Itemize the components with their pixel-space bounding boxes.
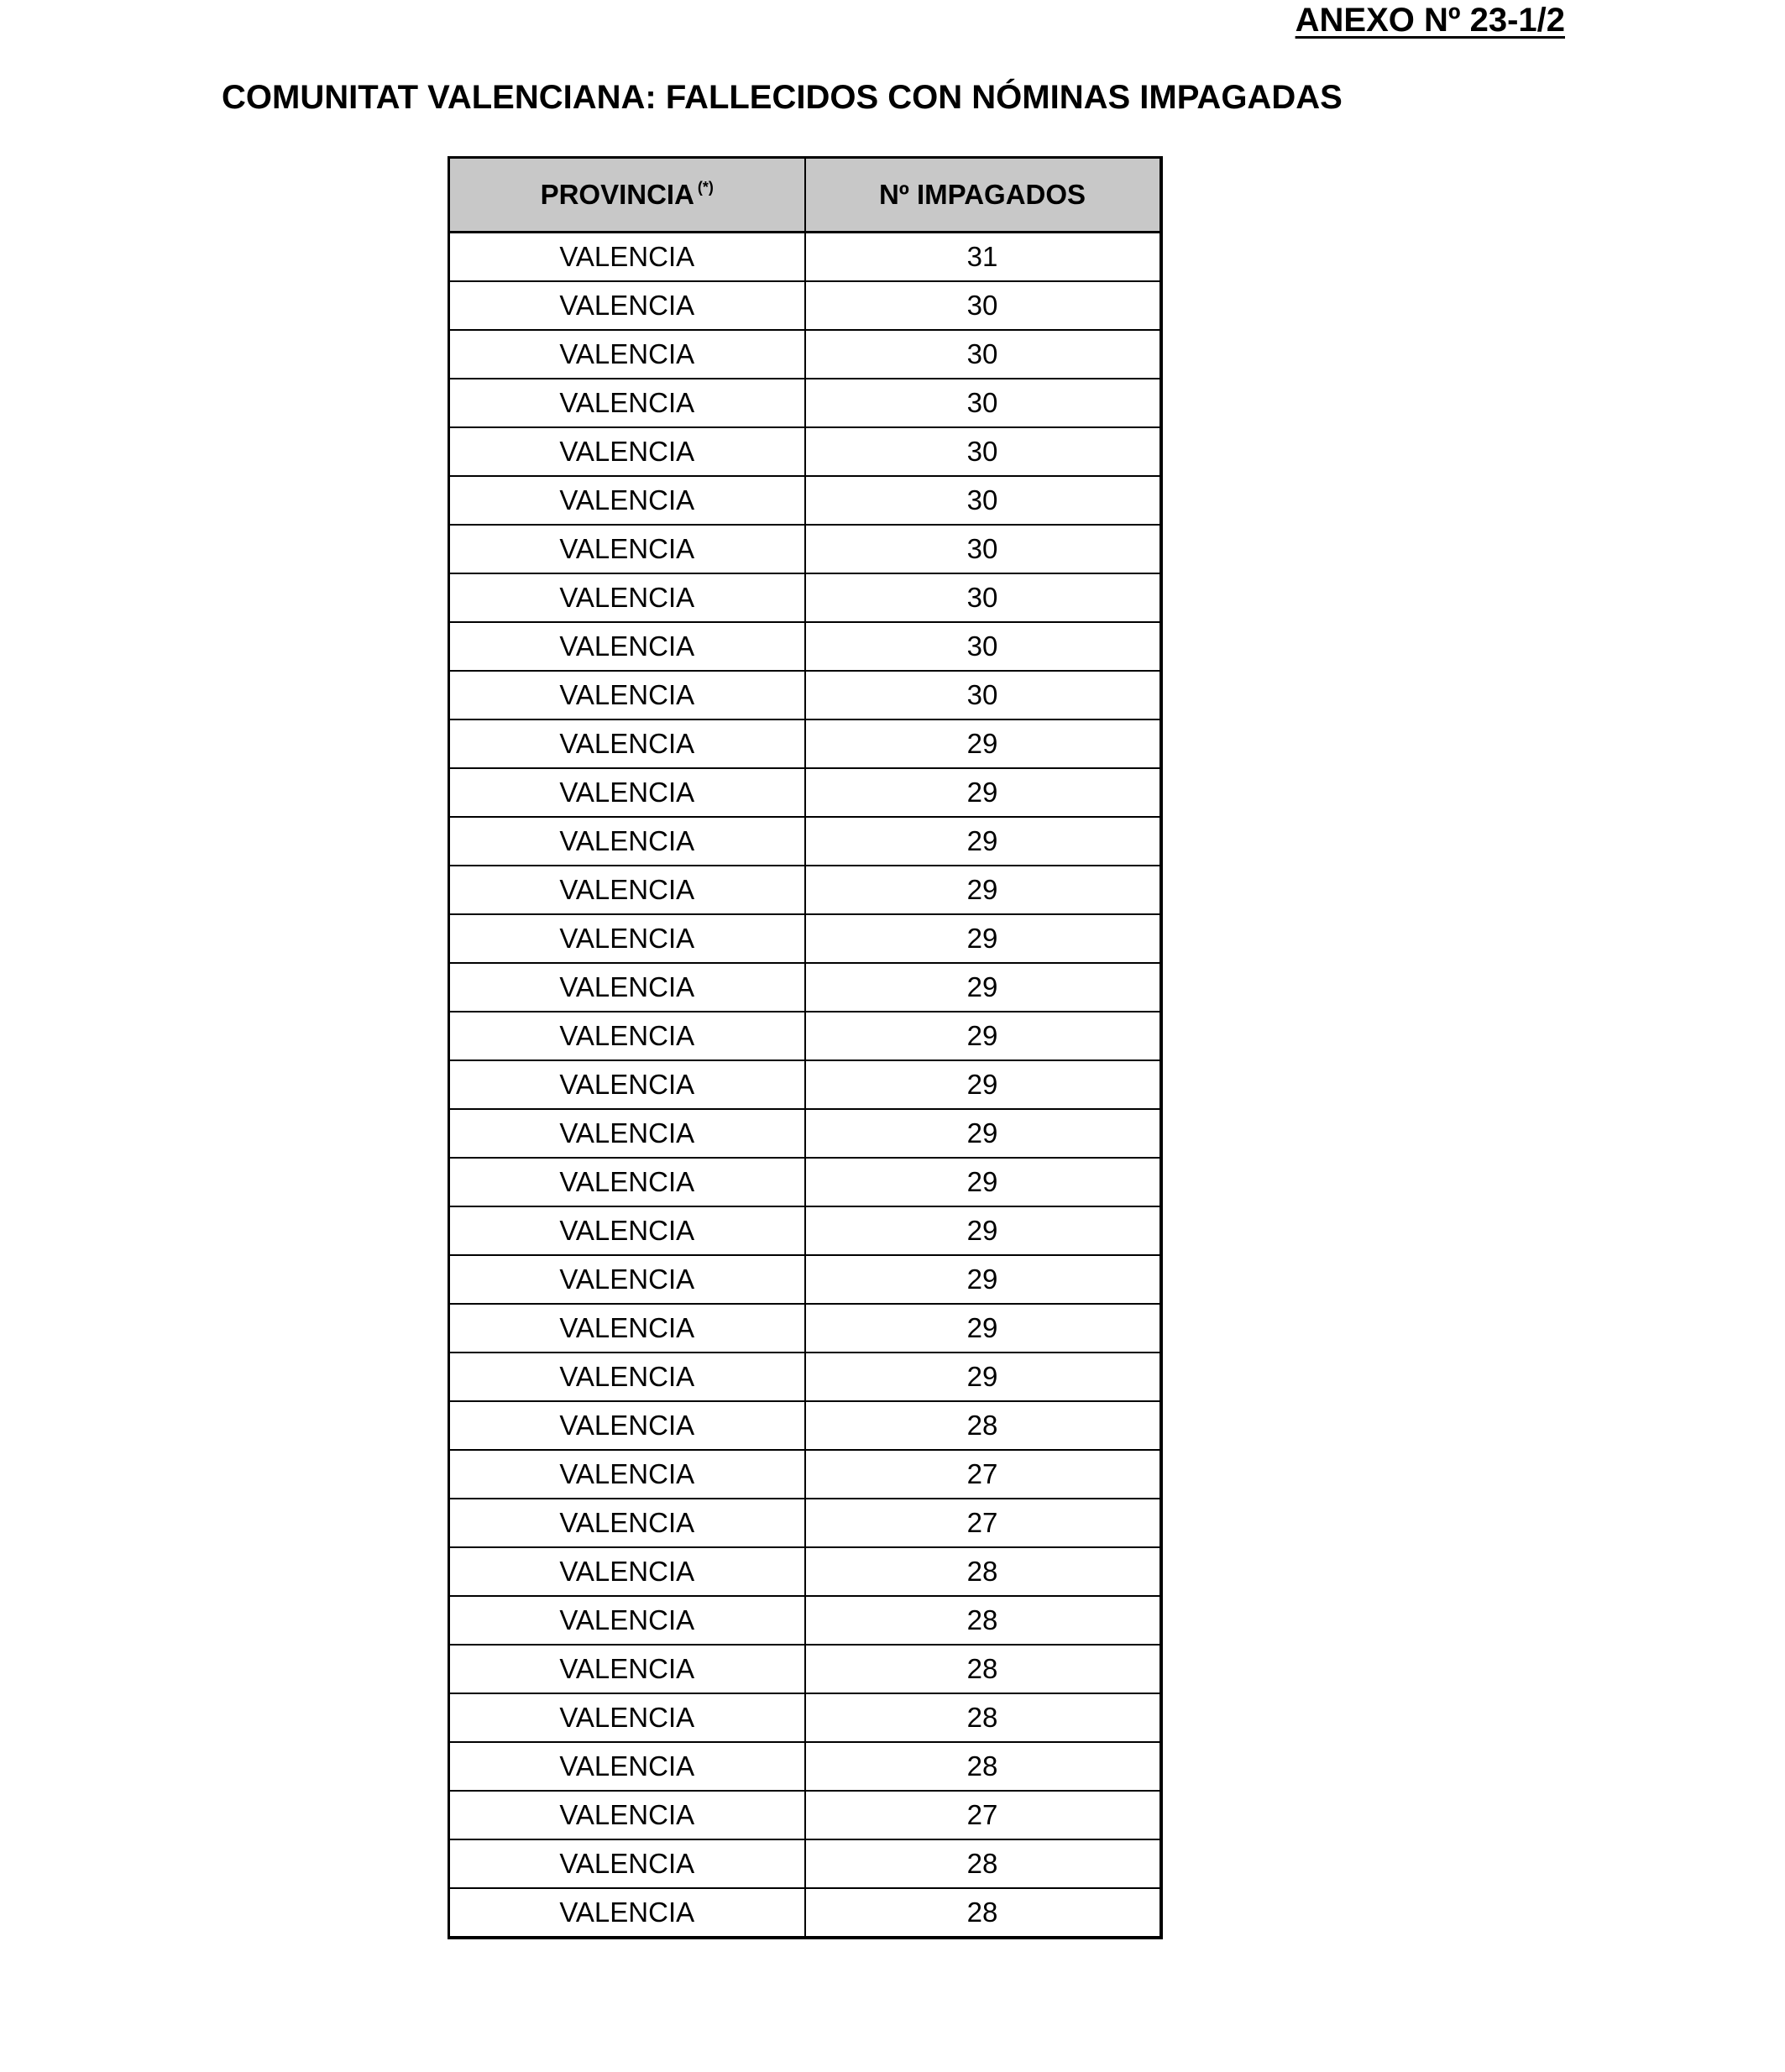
column-header-impagados: Nº IMPAGADOS bbox=[805, 158, 1161, 233]
cell-provincia: VALENCIA bbox=[449, 1255, 805, 1304]
table-row bbox=[449, 622, 1161, 671]
table-row bbox=[449, 1596, 1161, 1645]
cell-provincia: VALENCIA bbox=[449, 817, 805, 866]
table-header-row bbox=[449, 158, 1161, 233]
table-row bbox=[449, 573, 1161, 622]
table-row bbox=[449, 768, 1161, 817]
cell-provincia: VALENCIA bbox=[449, 1742, 805, 1791]
cell-impagados: 30 bbox=[805, 281, 1161, 330]
cell-impagados: 28 bbox=[805, 1547, 1161, 1596]
table-row bbox=[449, 671, 1161, 719]
table-row bbox=[449, 1158, 1161, 1206]
cell-provincia: VALENCIA bbox=[449, 573, 805, 622]
table-row bbox=[449, 1839, 1161, 1888]
cell-impagados: 28 bbox=[805, 1596, 1161, 1645]
cell-impagados: 29 bbox=[805, 719, 1161, 768]
cell-impagados: 29 bbox=[805, 1255, 1161, 1304]
table-body bbox=[449, 233, 1161, 1939]
cell-impagados: 28 bbox=[805, 1645, 1161, 1693]
table-row bbox=[449, 1206, 1161, 1255]
cell-provincia: VALENCIA bbox=[449, 1060, 805, 1109]
cell-impagados: 31 bbox=[805, 233, 1161, 282]
cell-provincia: VALENCIA bbox=[449, 963, 805, 1012]
cell-impagados: 30 bbox=[805, 573, 1161, 622]
table-row bbox=[449, 1693, 1161, 1742]
cell-impagados: 30 bbox=[805, 330, 1161, 379]
cell-impagados: 30 bbox=[805, 476, 1161, 525]
cell-provincia: VALENCIA bbox=[449, 671, 805, 719]
cell-impagados: 27 bbox=[805, 1791, 1161, 1839]
table-row bbox=[449, 1109, 1161, 1158]
cell-impagados: 29 bbox=[805, 1060, 1161, 1109]
cell-impagados: 29 bbox=[805, 1206, 1161, 1255]
table-row bbox=[449, 427, 1161, 476]
table-row bbox=[449, 233, 1161, 282]
cell-impagados: 29 bbox=[805, 1109, 1161, 1158]
cell-impagados: 29 bbox=[805, 1353, 1161, 1401]
cell-provincia: VALENCIA bbox=[449, 1645, 805, 1693]
table-row bbox=[449, 1547, 1161, 1596]
table-row bbox=[449, 1450, 1161, 1499]
cell-impagados: 28 bbox=[805, 1839, 1161, 1888]
cell-provincia: VALENCIA bbox=[449, 719, 805, 768]
table-row bbox=[449, 330, 1161, 379]
cell-impagados: 30 bbox=[805, 525, 1161, 573]
cell-impagados: 27 bbox=[805, 1499, 1161, 1547]
cell-provincia: VALENCIA bbox=[449, 1109, 805, 1158]
cell-impagados: 29 bbox=[805, 1304, 1161, 1353]
table-row bbox=[449, 1499, 1161, 1547]
cell-provincia: VALENCIA bbox=[449, 330, 805, 379]
cell-provincia: VALENCIA bbox=[449, 768, 805, 817]
cell-provincia: VALENCIA bbox=[449, 1839, 805, 1888]
cell-provincia: VALENCIA bbox=[449, 1596, 805, 1645]
cell-impagados: 30 bbox=[805, 427, 1161, 476]
cell-provincia: VALENCIA bbox=[449, 1791, 805, 1839]
cell-impagados: 28 bbox=[805, 1888, 1161, 1938]
page-title: COMUNITAT VALENCIANA: FALLECIDOS CON NÓMINAS IMPAGADAS bbox=[222, 79, 1343, 116]
cell-impagados: 29 bbox=[805, 768, 1161, 817]
table-row bbox=[449, 1401, 1161, 1450]
cell-provincia: VALENCIA bbox=[449, 1012, 805, 1060]
table-row bbox=[449, 963, 1161, 1012]
cell-impagados: 27 bbox=[805, 1450, 1161, 1499]
cell-provincia: VALENCIA bbox=[449, 476, 805, 525]
cell-provincia: VALENCIA bbox=[449, 1401, 805, 1450]
table-row bbox=[449, 1742, 1161, 1791]
cell-impagados: 28 bbox=[805, 1401, 1161, 1450]
cell-provincia: VALENCIA bbox=[449, 1693, 805, 1742]
table-row bbox=[449, 379, 1161, 427]
cell-impagados: 30 bbox=[805, 622, 1161, 671]
table-row bbox=[449, 914, 1161, 963]
cell-impagados: 30 bbox=[805, 379, 1161, 427]
table-row bbox=[449, 1888, 1161, 1938]
table-row bbox=[449, 817, 1161, 866]
annex-label: ANEXO Nº 23-1/2 bbox=[1295, 2, 1565, 39]
table-row bbox=[449, 1304, 1161, 1353]
cell-provincia: VALENCIA bbox=[449, 866, 805, 914]
footnote-marker: (*) bbox=[697, 179, 714, 196]
cell-impagados: 29 bbox=[805, 1012, 1161, 1060]
cell-provincia: VALENCIA bbox=[449, 1547, 805, 1596]
cell-provincia: VALENCIA bbox=[449, 281, 805, 330]
cell-provincia: VALENCIA bbox=[449, 1353, 805, 1401]
cell-provincia: VALENCIA bbox=[449, 1888, 805, 1938]
cell-impagados: 30 bbox=[805, 671, 1161, 719]
table-row bbox=[449, 1012, 1161, 1060]
table-row bbox=[449, 1645, 1161, 1693]
table-row bbox=[449, 1060, 1161, 1109]
cell-provincia: VALENCIA bbox=[449, 1304, 805, 1353]
cell-provincia: VALENCIA bbox=[449, 622, 805, 671]
table-row bbox=[449, 1255, 1161, 1304]
cell-impagados: 29 bbox=[805, 963, 1161, 1012]
cell-impagados: 28 bbox=[805, 1742, 1161, 1791]
cell-impagados: 28 bbox=[805, 1693, 1161, 1742]
cell-provincia: VALENCIA bbox=[449, 379, 805, 427]
cell-provincia: VALENCIA bbox=[449, 427, 805, 476]
cell-provincia: VALENCIA bbox=[449, 914, 805, 963]
cell-provincia: VALENCIA bbox=[449, 1158, 805, 1206]
cell-provincia: VALENCIA bbox=[449, 1450, 805, 1499]
table-row bbox=[449, 476, 1161, 525]
table-row bbox=[449, 719, 1161, 768]
cell-provincia: VALENCIA bbox=[449, 1206, 805, 1255]
column-header-provincia bbox=[449, 158, 805, 233]
table-row bbox=[449, 1353, 1161, 1401]
cell-provincia: VALENCIA bbox=[449, 1499, 805, 1547]
cell-impagados: 29 bbox=[805, 817, 1161, 866]
column-header-provincia-label: PROVINCIA bbox=[540, 179, 694, 210]
table-row bbox=[449, 1791, 1161, 1839]
table-row bbox=[449, 866, 1161, 914]
cell-provincia: VALENCIA bbox=[449, 525, 805, 573]
deceased-unpaid-table bbox=[448, 156, 1163, 1939]
cell-impagados: 29 bbox=[805, 914, 1161, 963]
cell-impagados: 29 bbox=[805, 1158, 1161, 1206]
table-row bbox=[449, 281, 1161, 330]
cell-impagados: 29 bbox=[805, 866, 1161, 914]
table-row bbox=[449, 525, 1161, 573]
cell-provincia: VALENCIA bbox=[449, 233, 805, 282]
